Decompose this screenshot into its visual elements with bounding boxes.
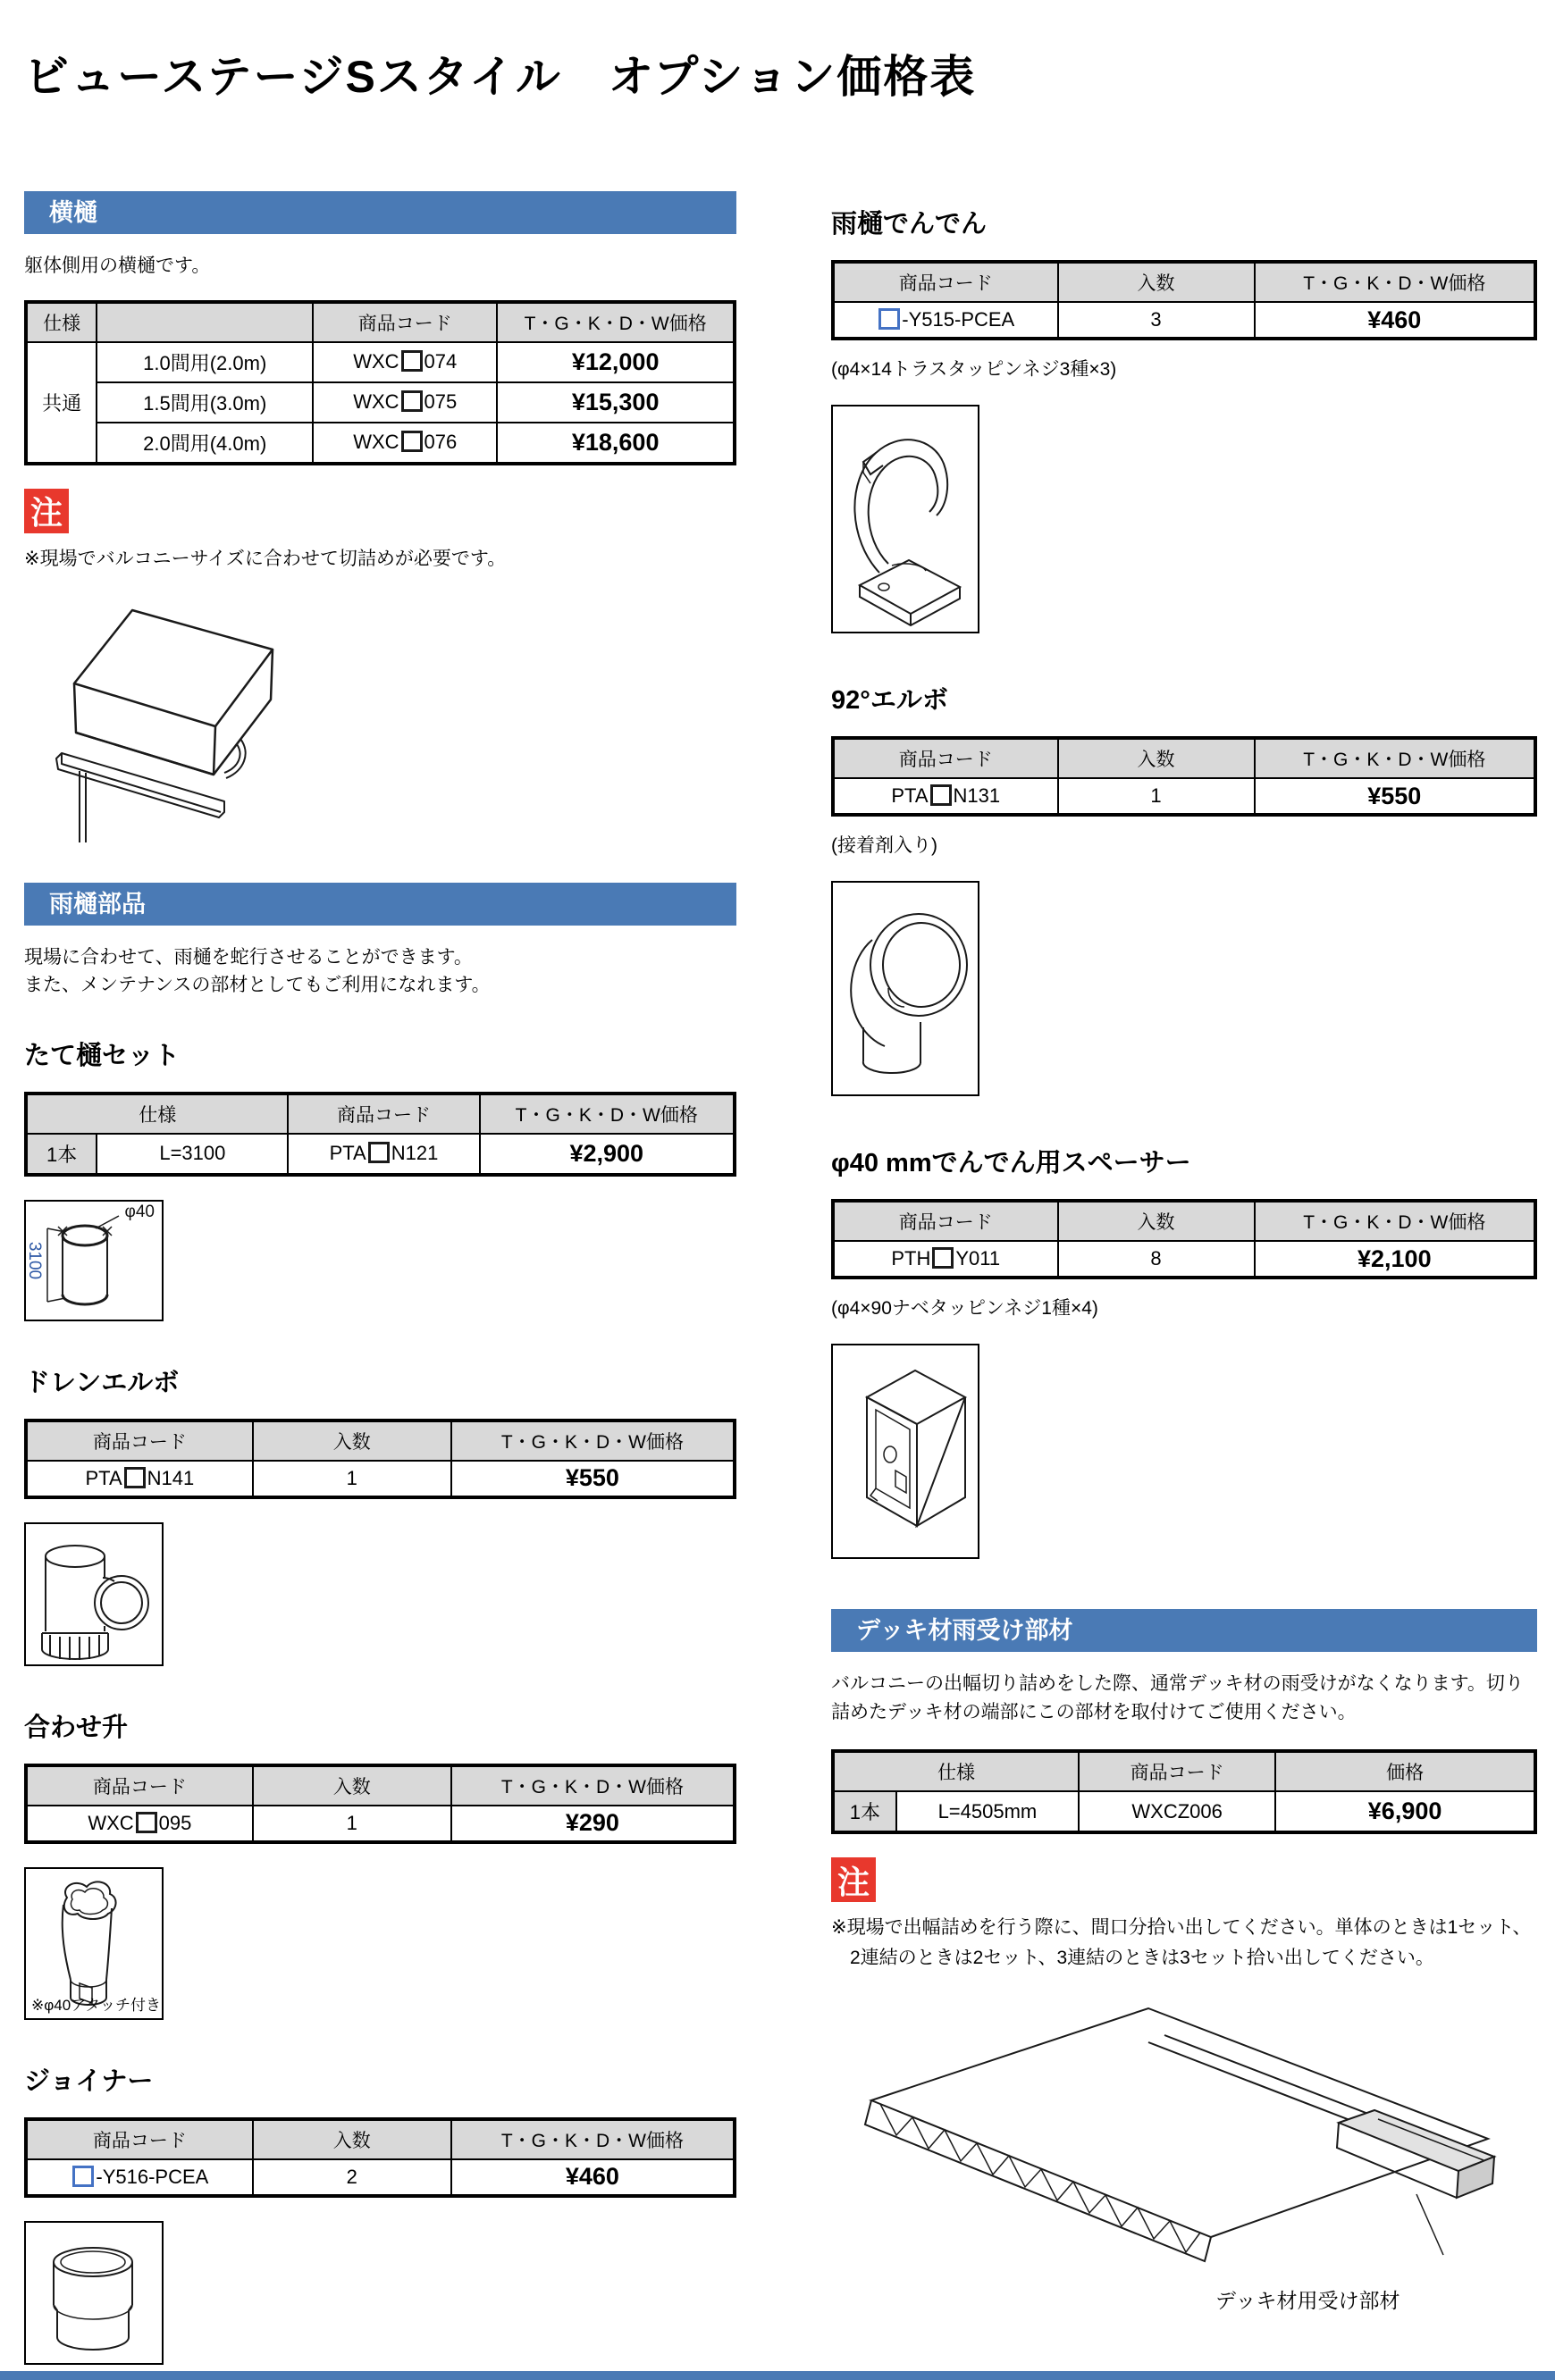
table-row	[26, 382, 735, 423]
column-header: T・G・K・D・W価格	[451, 1765, 735, 1806]
elbow-92-drawing	[833, 883, 976, 1093]
table-header-row	[26, 1420, 735, 1461]
yokotoi-note: ※現場でバルコニーサイズに合わせて切詰めが必要です。	[24, 548, 507, 569]
column-header	[97, 302, 313, 342]
denden-spacer-note: (φ4×90ナベタッピンネジ1種×4)	[831, 1298, 1098, 1319]
column-header: 商品コード	[1079, 1751, 1275, 1791]
column-header: 商品コード	[288, 1094, 479, 1134]
product-code-cell: PTA N131	[833, 778, 1058, 815]
awase-masu-price-table	[24, 1764, 736, 1844]
column-header: 入数	[1058, 262, 1255, 302]
item-title-joiner: ジョイナー	[24, 2066, 154, 2096]
color-code-placeholder-box	[930, 784, 952, 806]
table-header-row	[26, 302, 735, 342]
table-cell: 8	[1058, 1241, 1255, 1278]
item-title-denden-spacer: φ40 mmでんでん用スペーサー	[831, 1149, 1191, 1177]
page-title: ビューステージSスタイル オプション価格表	[24, 52, 977, 102]
column-header: T・G・K・D・W価格	[451, 2119, 735, 2159]
table-cell: 1本	[833, 1791, 896, 1832]
column-header: T・G・K・D・W価格	[451, 1420, 735, 1461]
product-code-cell: -Y516-PCEA	[26, 2159, 253, 2196]
deck-rain-note: ※現場で出幅詰めを行う際に、間口分拾い出してください。単体のときは1セット、2連結のときは2セット、3連結のときは3セット拾い出してください。	[831, 1917, 1532, 1968]
elbow-92-drawing-box	[831, 881, 979, 1096]
table-cell: 2.0間用(4.0m)	[97, 423, 313, 464]
table-row	[26, 423, 735, 464]
awase-masu-drawing-box	[24, 1867, 164, 2020]
table-header-row	[833, 262, 1535, 302]
color-code-placeholder-box	[401, 431, 423, 452]
drain-elbow-price-table	[24, 1419, 736, 1499]
table-cell: WXCZ006	[1079, 1791, 1275, 1832]
yokotoi-description: 躯体側用の横樋です。	[24, 256, 211, 276]
table-row	[26, 1806, 735, 1842]
amatoi-denden-note: (φ4×14トラスタッピンネジ3種×3)	[831, 359, 1117, 380]
amatoi-denden-drawing	[833, 406, 976, 630]
column-header: 仕様	[833, 1751, 1079, 1791]
amatoi-denden-price-table	[831, 260, 1537, 340]
table-cell: L=3100	[97, 1134, 288, 1175]
price-cell: ¥460	[1255, 302, 1535, 339]
column-header: 仕様	[26, 302, 97, 342]
color-code-placeholder-box	[401, 350, 423, 372]
elbow-92-price-table	[831, 736, 1537, 817]
table-header-row	[26, 2119, 735, 2159]
tatetoi-diameter-label: φ40	[124, 1202, 155, 1221]
table-row	[26, 342, 735, 382]
right-column	[831, 191, 1537, 2365]
deck-drawing-label: デッキ材用受け部材	[1215, 2289, 1400, 2313]
price-cell: ¥12,000	[497, 342, 735, 382]
section-header-deck-rain: デッキ材雨受け部材	[831, 1609, 1537, 1652]
tatetoi-length-label: 3100	[25, 1241, 45, 1279]
two-column-layout	[0, 191, 1555, 2365]
table-cell: 1	[253, 1806, 451, 1842]
item-title-drain-elbow: ドレンエルボ	[24, 1368, 180, 1397]
column-header: 商品コード	[26, 2119, 253, 2159]
denden-spacer-drawing-box	[831, 1344, 979, 1559]
yokotoi-price-table	[24, 300, 736, 465]
item-title-tatetoi: たて樋セット	[24, 1041, 181, 1070]
column-header: 商品コード	[26, 1420, 253, 1461]
column-header: 価格	[1275, 1751, 1535, 1791]
deck-drawing	[831, 1989, 1537, 2275]
table-row	[833, 302, 1535, 339]
awase-masu-caption: ※φ40アタッチ付き	[31, 1996, 161, 2014]
table-cell: 1本	[26, 1134, 97, 1175]
tatetoi-price-table	[24, 1092, 736, 1177]
product-code-cell: PTH Y011	[833, 1241, 1058, 1278]
product-code-cell: WXC 076	[313, 423, 497, 464]
table-row	[26, 1461, 735, 1497]
column-header: T・G・K・D・W価格	[1255, 1201, 1535, 1241]
drain-elbow-drawing-box	[24, 1522, 164, 1666]
price-cell: ¥550	[1255, 778, 1535, 815]
color-code-placeholder-box	[124, 1467, 146, 1488]
amatoi-denden-drawing-box	[831, 405, 979, 633]
price-cell: ¥15,300	[497, 382, 735, 423]
color-code-placeholder-box	[878, 308, 900, 330]
table-cell: 共通	[26, 342, 97, 464]
product-code-cell: PTA N141	[26, 1461, 253, 1497]
deck-rain-price-table	[831, 1749, 1537, 1834]
table-row	[833, 1791, 1535, 1832]
color-code-placeholder-box	[136, 1812, 157, 1833]
column-header: 入数	[253, 2119, 451, 2159]
item-title-amatoi-denden: 雨樋でんでん	[831, 210, 988, 239]
deck-rain-description: バルコニーの出幅切り詰めをした際、通常デッキ材の雨受けがなくなります。切り詰めたデッキ材の端部にこの部材を取付けてご使用ください。	[831, 1673, 1524, 1722]
table-row	[833, 778, 1535, 815]
amatoi-parts-description	[24, 943, 736, 1000]
item-title-elbow-92: 92°エルボ	[831, 686, 948, 715]
product-code-cell: PTA N121	[288, 1134, 479, 1175]
price-cell: ¥2,900	[480, 1134, 735, 1175]
denden-spacer-price-table	[831, 1199, 1537, 1279]
product-code-cell: WXC 095	[26, 1806, 253, 1842]
column-header: 入数	[1058, 1201, 1255, 1241]
table-cell: 1.0間用(2.0m)	[97, 342, 313, 382]
left-column	[24, 191, 736, 2365]
table-header-row	[26, 1094, 735, 1134]
price-cell: ¥18,600	[497, 423, 735, 464]
joiner-price-table	[24, 2117, 736, 2198]
table-header-row	[26, 1765, 735, 1806]
table-cell: 1	[1058, 778, 1255, 815]
product-code-cell: WXC 074	[313, 342, 497, 382]
column-header: 入数	[1058, 738, 1255, 778]
column-header: T・G・K・D・W価格	[497, 302, 735, 342]
product-code-cell: -Y515-PCEA	[833, 302, 1058, 339]
table-header-row	[833, 1751, 1535, 1791]
amatoi-parts-description-line2: また、メンテナンスの部材としてもご利用になれます。	[24, 975, 491, 995]
table-cell: 1	[253, 1461, 451, 1497]
denden-spacer-drawing	[833, 1345, 976, 1555]
table-row	[26, 2159, 735, 2196]
column-header: 入数	[253, 1420, 451, 1461]
yokotoi-drawing	[29, 594, 441, 844]
column-header: 商品コード	[833, 738, 1058, 778]
table-cell: L=4505mm	[896, 1791, 1079, 1832]
table-row	[26, 1134, 735, 1175]
table-header-row	[833, 1201, 1535, 1241]
table-cell: 3	[1058, 302, 1255, 339]
note-badge: 注	[24, 489, 69, 533]
section-header-amatoi-parts: 雨樋部品	[24, 883, 736, 926]
product-code-cell: WXC 075	[313, 382, 497, 423]
price-cell: ¥290	[451, 1806, 735, 1842]
elbow-92-note: (接着剤入り)	[831, 835, 937, 856]
color-code-placeholder-box	[401, 390, 423, 412]
color-code-placeholder-box	[932, 1247, 954, 1269]
price-cell: ¥6,900	[1275, 1791, 1535, 1832]
table-row	[833, 1241, 1535, 1278]
amatoi-parts-description-line1: 現場に合わせて、雨樋を蛇行させることができます。	[24, 946, 473, 968]
table-header-row	[833, 738, 1535, 778]
column-header: T・G・K・D・W価格	[480, 1094, 735, 1134]
column-header: 商品コード	[313, 302, 497, 342]
column-header: 入数	[253, 1765, 451, 1806]
column-header: 仕様	[26, 1094, 288, 1134]
price-cell: ¥2,100	[1255, 1241, 1535, 1278]
column-header: T・G・K・D・W価格	[1255, 738, 1535, 778]
footer-accent-bar	[0, 2371, 1555, 2380]
color-code-placeholder-box	[368, 1142, 390, 1163]
joiner-drawing-box	[24, 2221, 164, 2365]
deck-rain-note-badge: 注	[831, 1857, 876, 1902]
column-header: 商品コード	[833, 262, 1058, 302]
table-cell: 2	[253, 2159, 451, 2196]
section-header-yokotoi: 横樋	[24, 191, 736, 234]
column-header: 商品コード	[26, 1765, 253, 1806]
price-cell: ¥460	[451, 2159, 735, 2196]
table-cell: 1.5間用(3.0m)	[97, 382, 313, 423]
tatetoi-drawing-box	[24, 1200, 164, 1321]
item-title-awase-masu: 合わせ升	[24, 1713, 129, 1742]
price-cell: ¥550	[451, 1461, 735, 1497]
column-header: 商品コード	[833, 1201, 1058, 1241]
column-header: T・G・K・D・W価格	[1255, 262, 1535, 302]
joiner-drawing	[26, 2223, 160, 2361]
drain-elbow-drawing	[26, 1524, 160, 1663]
color-code-placeholder-box	[72, 2166, 94, 2187]
